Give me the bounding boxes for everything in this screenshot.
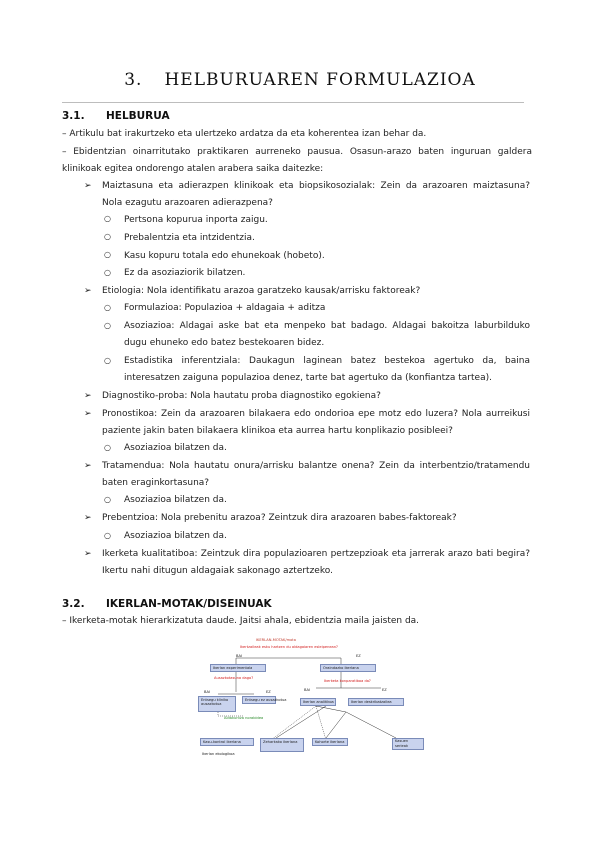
diagram-question-main: Ikertzaileak esku hartzen du aldagaiaren esleipenean? [240,645,338,649]
circle-bullet-icon: ○ [104,232,111,241]
sub-item: Asoziazioa bilatzen da. [124,443,227,453]
box-cross: Zeharkako ikerlana [260,738,304,752]
list-item-7-line1: Ikerketa kualitatiboa: Zeintzuk dira populazioaren pertzepzioak eta jarrerak arazo bati begira? [102,549,530,559]
sub-item-continued: dugu ehuneko edo batez bestekoaren bidez. [124,338,325,348]
connector-line [271,706,316,740]
arrow-bullet-icon: ➢ [84,391,92,401]
connector-line [346,712,396,738]
intro-paragraph-2-line2: klinikoak egitea ondorengo atalen arabera saika daitezke: [62,164,324,174]
list-item-5-line1: Tratamendua: Nola hautatu onura/arrisku balantze onena? Zein da interbentzio/tratamendu [102,461,530,471]
branch-no-1: EZ [356,654,361,658]
section-heading-1 [62,110,170,122]
branch-yes-1: BAI [236,654,242,658]
study-types-diagram [196,636,432,760]
arrow-bullet-icon: ➢ [84,286,92,296]
question-direction: Aldakuntza norabidea [224,716,264,720]
connector-line [316,706,326,740]
question-random: Ausazkotasuna dago? [214,676,254,680]
circle-bullet-icon: ○ [104,321,111,330]
box-rct: Entsegu kliniko ausazkotua [198,696,236,712]
list-item-7-line2: Ikertu nahi ditugun aldagaiak sakonago aztertzeko. [102,566,333,576]
circle-bullet-icon: ○ [104,303,111,312]
arrow-bullet-icon: ➢ [84,409,92,419]
connector-line [276,706,326,738]
box-observational: Oraindazko ikerlana [320,664,376,672]
sub-item: Kasu kopuru totala edo ehunekoak (hobeto). [124,251,325,261]
circle-bullet-icon: ○ [104,250,111,259]
connector-line [316,706,346,712]
circle-bullet-icon: ○ [104,356,111,365]
box-experimental: Ikerlan experimentala [210,664,266,672]
chapter-heading [0,70,600,90]
question-compare: Ikerketa konparatiboa da? [324,679,371,683]
section-number-1: 3.1. [62,110,85,122]
section-number-2: 3.2. [62,598,85,610]
box-casecontrol: Kasu-kontrol ikerlana [200,738,254,746]
sub-item: Asoziazioa bilatzen da. [124,531,227,541]
box-analytic: Ikerlan analitikoa [300,698,336,706]
intro-paragraph-2-line1: – Ebidentzian oinarritutako praktikaren aurreneko pausua. Osasun-arazo baten inguruan galdera [62,147,532,157]
arrow-bullet-icon: ➢ [84,513,92,523]
section-title-1: HELBURUA [106,110,170,122]
section2-intro: – Ikerketa-motak hierarkizatuta daude. Jaitsi ahala, ebidentzia maila jaisten da. [62,616,420,626]
sub-item: Prebalentzia eta intzidentzia. [124,233,255,243]
box-nonrandom: Entsegu ez ausazkotua [242,696,276,704]
list-item-3-line1: Diagnostiko-proba: Nola hautatu proba diagnostiko egokiena? [102,391,381,401]
arrow-bullet-icon: ➢ [84,181,92,191]
branch-no-2: EZ [266,690,271,694]
sub-item: Pertsona kopurua inporta zaigu. [124,215,268,225]
sub-item: Formulazioa: Populazioa + aldagaia + aditza [124,303,326,313]
diagram-title: IKERLAN-MOTAK/mota [256,638,296,642]
box-cohort: Kohorte ikerlana [312,738,348,746]
chapter-title: HELBURUAREN FORMULAZIOA [164,70,476,90]
sub-item-continued: interesatzen zaiguna populazioa denez, tarte bat agertuko da (konfiantza tartea). [124,373,492,383]
box-ecologic-label: Ikerlan ekologikoa [202,752,235,756]
branch-no-3: EZ [382,688,387,692]
chapter-number: 3. [124,70,143,90]
arrow-bullet-icon: ➢ [84,461,92,471]
circle-bullet-icon: ○ [104,531,111,540]
list-item-6-line1: Prebentzioa: Nola prebenitu arazoa? Zeintzuk dira arazoaren babes-faktoreak? [102,513,457,523]
section-heading-2 [62,598,272,610]
circle-bullet-icon: ○ [104,214,111,223]
list-item-2-line1: Etiologia: Nola identifikatu arazoa garatzeko kausak/arrisku faktoreak? [102,286,421,296]
sub-item: Estadistika inferentziala: Daukagun laginean batez bestekoa agertuko da, baina [124,356,530,366]
branch-yes-3: BAI [304,688,310,692]
list-item-4-line1: Pronostikoa: Zein da arazoaren bilakaera edo ondorioa epe motz edo luzera? Nola aurreikusi [102,409,530,419]
sub-item: Ez da asoziaziorik bilatzen. [124,268,246,278]
circle-bullet-icon: ○ [104,268,111,277]
list-item-1-line1: Maiztasuna eta adierazpen klinikoak eta biopsikosozialak: Zein da arazoaren maiztasuna? [102,181,530,191]
arrow-bullet-icon: ➢ [84,549,92,559]
connector-line [326,712,346,738]
list-item-4-line2: paziente jakin baten bilakaera klinikoa eta aurrea hartu konplikazio posibleei? [102,426,453,436]
sub-item: Asoziazioa: Aldagai aske bat eta menpeko bat badago. Aldagai bakoitza laburbilduko [124,321,530,331]
box-descriptive: Ikerlan deskribatzailea [348,698,404,706]
branch-yes-2: BAI [204,690,210,694]
intro-paragraph-1: – Artikulu bat irakurtzeko eta ulertzeko ardatza da eta koherentea izan behar da. [62,129,427,139]
circle-bullet-icon: ○ [104,495,111,504]
heading-divider [62,102,524,103]
sub-item: Asoziazioa bilatzen da. [124,495,227,505]
circle-bullet-icon: ○ [104,443,111,452]
box-series: Kasuen serieak [392,738,424,750]
list-item-5-line2: baten eraginkortasuna? [102,478,210,488]
list-item-1-line2: Nola ezagutu arazoaren adierazpena? [102,198,273,208]
section-title-2: IKERLAN-MOTAK/DISEINUAK [106,598,272,610]
